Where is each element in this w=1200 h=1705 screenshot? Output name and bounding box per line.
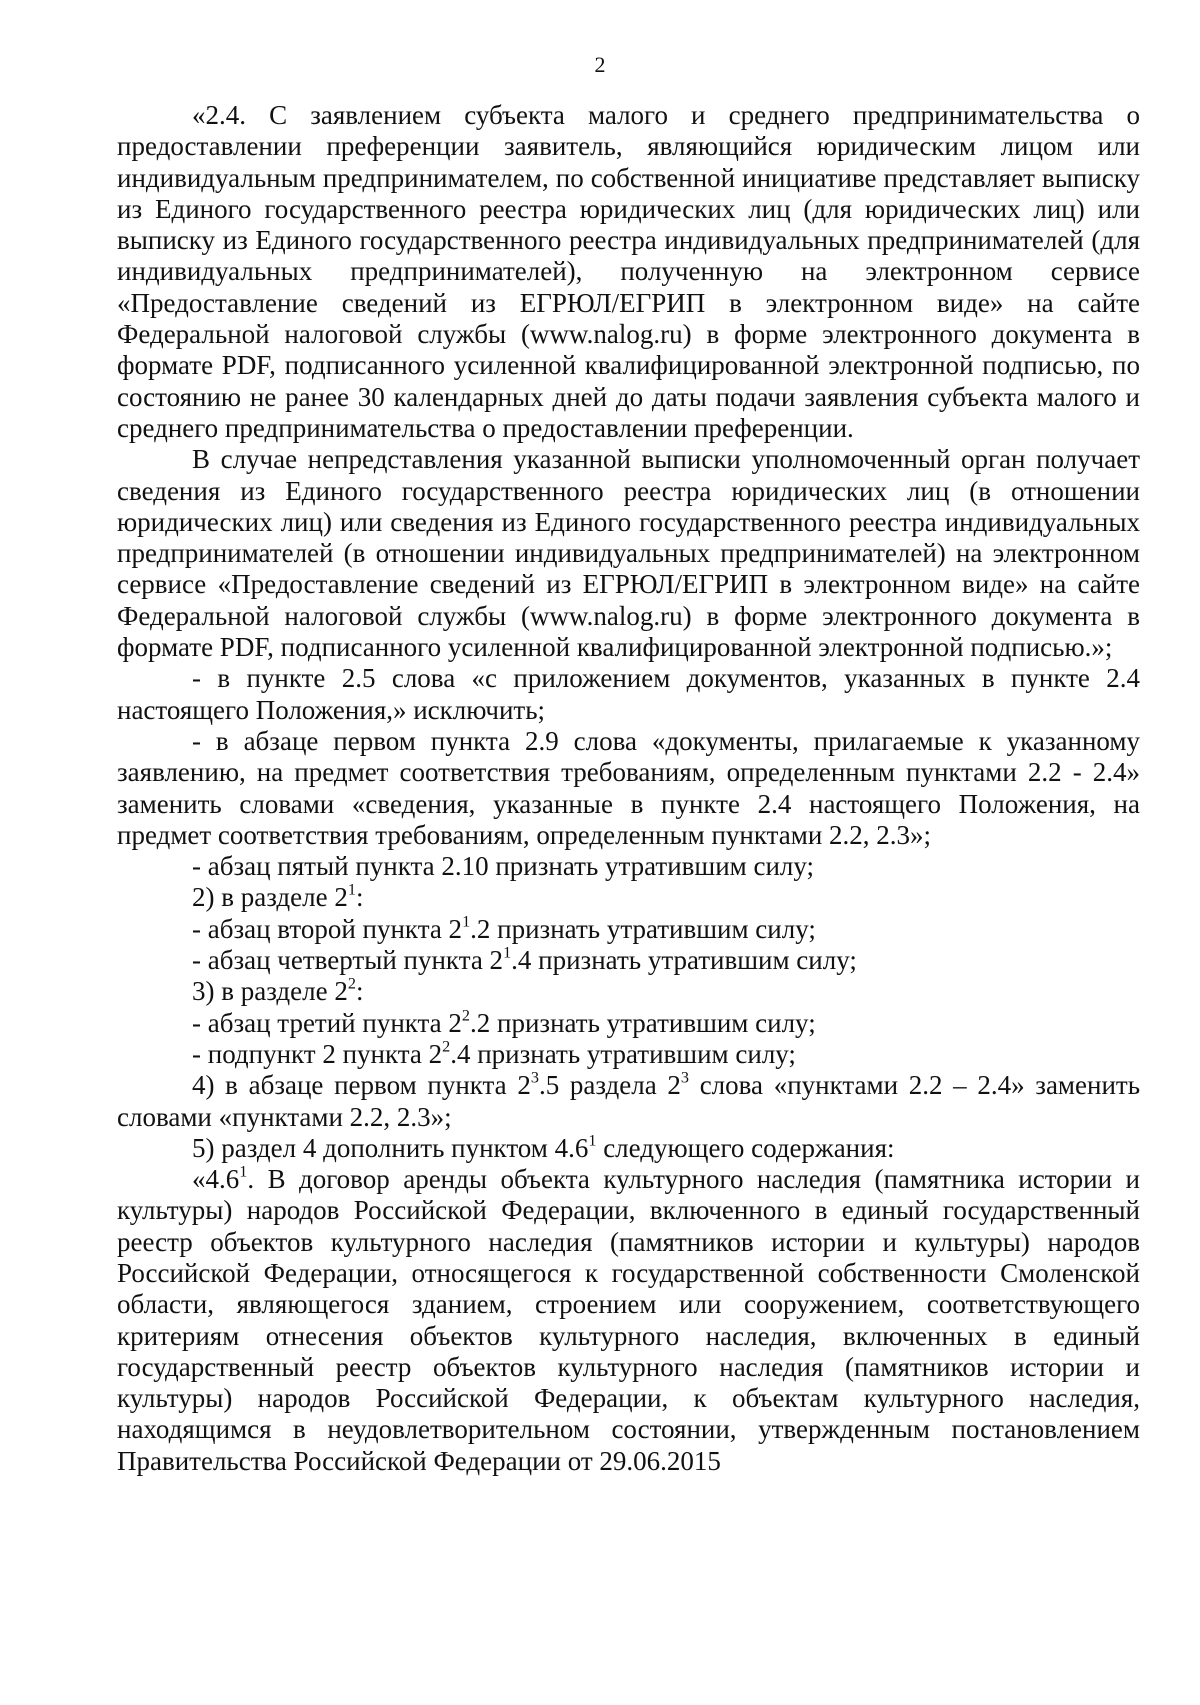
text-fragment: слова «пунктами 2.2 – 2.4» заменить словами «пунктами 2.2, 2.3»; — [117, 1070, 1141, 1132]
paragraph-non-submission: В случае непредставления указанной выписки уполномоченный орган получает сведения из Единого государственного реестра юридических лиц (в отношении юридических лиц) или сведения из Единого государственного реестра индивидуальных предпринимателей (в отношении индивидуальных предпринимателей) на электронном сервисе «Предоставление сведений из ЕГРЮЛ/ЕГРИП в электронном виде» на сайте Федеральной налоговой службы (www.nalog.ru) в форме электронного документа в формате PDF, подписанного усиленной квалифицированной электронной подписью.»; — [117, 444, 1140, 663]
paragraph-section-2-1 — [117, 882, 1140, 913]
text-fragment: 3) в разделе 2 — [192, 976, 348, 1007]
superscript: 2 — [461, 1006, 470, 1025]
text-fragment: - абзац четвертый пункта 2 — [192, 945, 504, 976]
text-fragment: .2 признать утратившим силу; — [470, 913, 816, 944]
text-fragment: .5 раздела 2 — [538, 1070, 681, 1101]
superscript: 1 — [588, 1131, 597, 1150]
paragraph-2-4: «2.4. С заявлением субъекта малого и среднего предпринимательства о предоставлении преференции заявитель, являющийся юридическим лицом или индивидуальным предпринимателем, по собственной инициативе представляет выписку из Единого государственного реестра юридических лиц (для юридических лиц) или выписку из Единого государственного реестра индивидуальных предпринимателей (для индивидуальных предпринимателей), полученную на электронном сервисе «Предоставление сведений из ЕГРЮЛ/ЕГРИП в электронном виде» на сайте Федеральной налоговой службы (www.nalog.ru) в форме электронного документа в формате PDF, подписанного усиленной квалифицированной электронной подписью, по состоянию не ранее 30 календарных дней до даты подачи заявления субъекта малого и среднего предпринимательства о предоставлении преференции. — [117, 100, 1140, 443]
text-fragment: .2 признать утратившим силу; — [470, 1007, 816, 1038]
text-fragment: .4 признать утратившим силу; — [450, 1038, 796, 1069]
paragraph-item-2-9: - в абзаце первом пункта 2.9 слова «документы, прилагаемые к указанному заявлению, на предмет соответствия требованиям, определенным пунктами 2.2 - 2.4» заменить словами «сведения, указанные в пункте 2.4 настоящего Положения, на предмет соответствия требованиям, определенным пунктами 2.2, 2.3»; — [117, 725, 1140, 850]
text-fragment: . В договор аренды объекта культурного наследия (памятника истории и культуры) народов Российской Федерации, включенного в единый государственный реестр объектов культурного наследия (памятников истории и культуры) народов Российской Федерации, относящегося к государственной собственности Смоленской области, являющегося зданием, строением или сооружением, соответствующего критериям отнесения объектов культурного наследия, включенных в единый государственный реестр объектов культурного наследия (памятников истории и культуры) народов Российской Федерации, к объектам культурного наследия, находящимся в неудовлетворительном состоянии, утвержденным постановлением Правительства Российской Федерации от 29.06.2015 — [117, 1164, 1140, 1476]
superscript: 1 — [503, 943, 512, 962]
page-number: 2 — [594, 52, 606, 77]
text-fragment: 2) в разделе 2 — [192, 882, 348, 913]
paragraph-item-2-2-2 — [117, 1008, 1140, 1039]
superscript: 1 — [462, 912, 471, 931]
text-fragment: : — [355, 882, 364, 913]
superscript: 3 — [680, 1068, 689, 1087]
paragraph-item-2-1-4 — [117, 945, 1140, 976]
text-fragment: - подпункт 2 пункта 2 — [192, 1038, 443, 1069]
text-fragment: «4.6 — [192, 1164, 240, 1195]
text-fragment: следующего содержания: — [596, 1132, 895, 1163]
paragraph-section-4 — [117, 1133, 1140, 1164]
superscript: 3 — [530, 1068, 539, 1087]
text-fragment: : — [355, 976, 364, 1007]
paragraph-item-2-1-2 — [117, 914, 1140, 945]
paragraph-section-2-2 — [117, 976, 1140, 1007]
paragraph-item-2-2-4 — [117, 1039, 1140, 1070]
superscript: 1 — [347, 881, 356, 900]
text-fragment: 4) в абзаце первом пункта 2 — [192, 1070, 531, 1101]
paragraph-item-4-6-1 — [117, 1164, 1140, 1477]
superscript: 2 — [347, 974, 356, 993]
paragraph-item-2-5: - в пункте 2.5 слова «с приложением документов, указанных в пункте 2.4 настоящего Положения,» исключить; — [117, 663, 1140, 725]
document-body — [117, 100, 1140, 1477]
superscript: 2 — [442, 1037, 451, 1056]
text-fragment: .4 признать утратившим силу; — [511, 945, 857, 976]
text-fragment: - абзац третий пункта 2 — [192, 1007, 462, 1038]
text-fragment: - абзац второй пункта 2 — [192, 913, 463, 944]
paragraph-item-2-10: - абзац пятый пункта 2.10 признать утратившим силу; — [192, 851, 815, 882]
text-fragment: 5) раздел 4 дополнить пунктом 4.6 — [192, 1132, 589, 1163]
superscript: 1 — [239, 1162, 248, 1181]
paragraph-section-2-3 — [117, 1070, 1140, 1133]
